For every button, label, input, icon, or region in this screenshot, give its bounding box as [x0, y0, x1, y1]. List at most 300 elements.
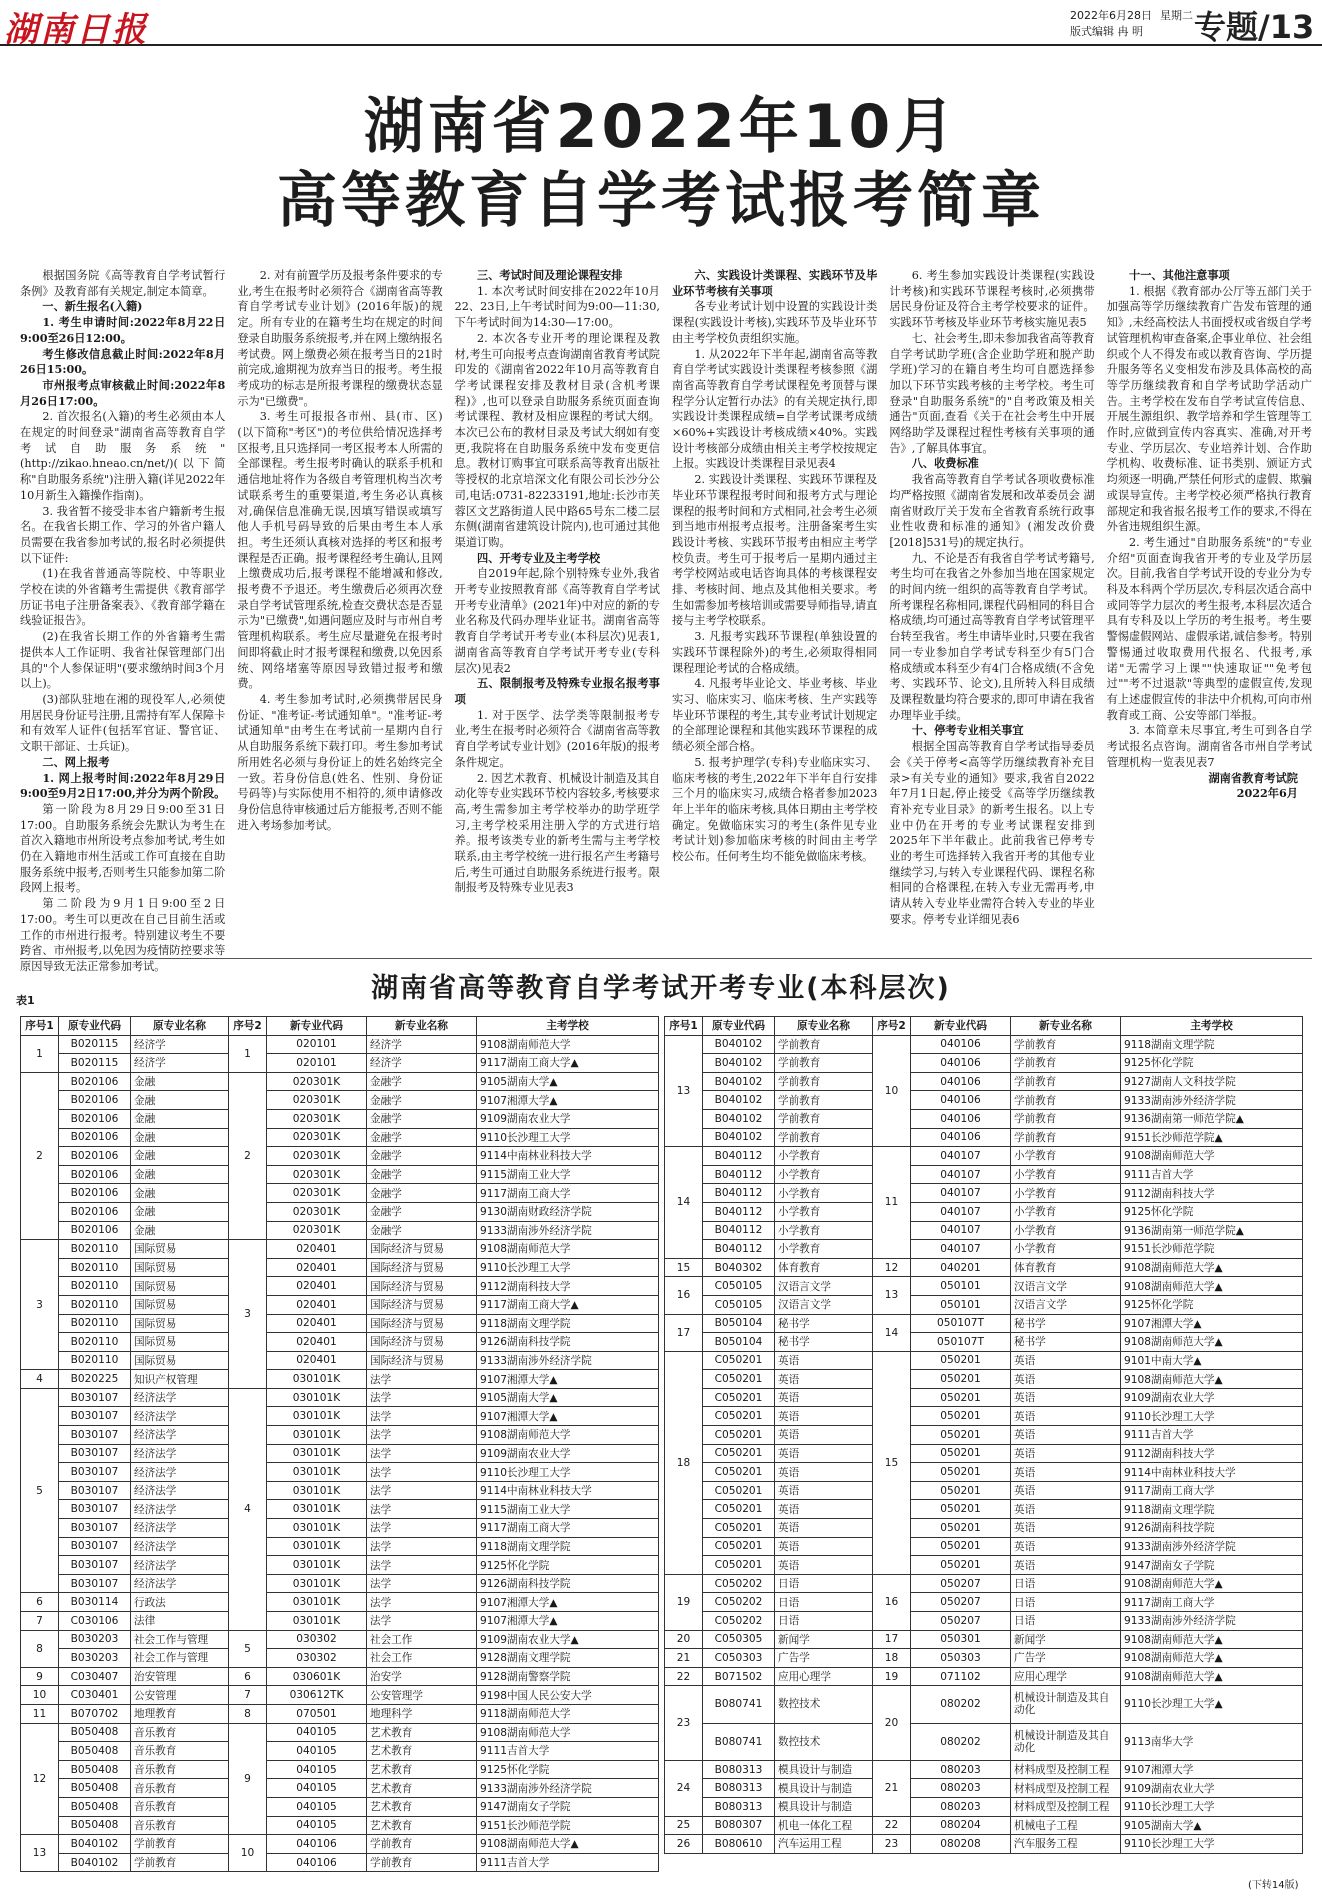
table-header-cell: 序号1 — [21, 1017, 59, 1036]
new-code-cell: 030302 — [267, 1630, 367, 1649]
school-cell: 9109湖南农业大学▲ — [477, 1630, 659, 1649]
new-seq-cell: 6 — [229, 1667, 267, 1686]
old-seq-cell: 3 — [21, 1240, 59, 1370]
paragraph: 2. 实践设计类课程、实践环节课程及毕业环节课程报考时间和报考方式与理论课程的报考时间和方式相同,社会考生必须到当地市州报考点报考。注册备案考生实践设计考核、实践环节报考由相应主考学校负责。考生可于报考后一星期内通过主考学校网站或电话咨询具体的考核课程安排、考核时间、地点及其他相关要求。考生如需参加考核培训或需要导师指导,请直接与主考学校联系。 — [671, 473, 878, 628]
old-code-cell: B030107 — [59, 1388, 131, 1407]
paragraph: 3. 我省暂不接受非本省户籍新考生报名。在我省长期工作、学习的外省户籍人员需要在我省参加考试的,报名时必须提供以下证件: — [20, 504, 226, 565]
new-code-cell: 020101 — [267, 1054, 367, 1073]
old-name-cell: 日语 — [775, 1593, 873, 1612]
table-row — [21, 1128, 659, 1147]
old-seq-cell: 6 — [21, 1593, 59, 1612]
old-code-cell: C050202 — [703, 1574, 775, 1593]
new-code-cell: 030101K — [267, 1537, 367, 1556]
old-seq-cell: 21 — [665, 1649, 703, 1668]
new-name-cell: 法学 — [367, 1426, 477, 1445]
paragraph: 第一阶段为8月29日9:00至31日17:00。自助服务系统会先默认为考生在首次入籍地市州所设考点参加考试,考生如仍在入籍地市州生活或工作可直接在自助服务系统中报考,否则考生只能参加第二阶段网上报考。 — [20, 802, 226, 895]
article-column-6 — [1107, 268, 1312, 954]
old-name-cell: 英语 — [775, 1351, 873, 1370]
old-name-cell: 模具设计与制造 — [775, 1760, 873, 1779]
old-name-cell: 地理教育 — [131, 1704, 229, 1723]
old-code-cell: B030114 — [59, 1593, 131, 1612]
new-code-cell: 030101K — [267, 1500, 367, 1519]
old-code-cell: B080313 — [703, 1760, 775, 1779]
old-name-cell: 学前教育 — [775, 1091, 873, 1110]
old-name-cell: 经济法学 — [131, 1426, 229, 1445]
old-code-cell: B040102 — [59, 1853, 131, 1872]
school-cell: 9107湘潭大学▲ — [477, 1407, 659, 1426]
new-code-cell: 020101 — [267, 1035, 367, 1054]
article-column-1 — [20, 268, 226, 973]
table-row — [21, 1797, 659, 1816]
paragraph: 3. 本简章未尽事宜,考生可到各自学考试报名点咨询。湖南省各市州自学考试管理机构一览表见表7 — [1106, 724, 1312, 769]
new-name-cell: 汉语言文学 — [1011, 1277, 1121, 1296]
school-cell: 9112湖南科技大学 — [477, 1277, 659, 1296]
new-name-cell: 英语 — [1011, 1388, 1121, 1407]
old-seq-cell: 11 — [21, 1704, 59, 1723]
old-name-cell: 英语 — [775, 1500, 873, 1519]
new-code-cell: 040106 — [267, 1853, 367, 1872]
section-heading: 一、新生报名(入籍) — [42, 299, 143, 314]
majors-table — [20, 1016, 659, 1872]
old-name-cell: 经济法学 — [131, 1537, 229, 1556]
new-name-cell: 新闻学 — [1011, 1630, 1121, 1649]
old-name-cell: 学前教育 — [775, 1072, 873, 1091]
old-name-cell: 经济学 — [131, 1054, 229, 1073]
old-code-cell: C050201 — [703, 1351, 775, 1370]
table-row — [665, 1240, 1303, 1259]
new-name-cell: 经济学 — [367, 1035, 477, 1054]
new-seq-cell: 14 — [873, 1314, 911, 1351]
new-name-cell: 国际经济与贸易 — [367, 1314, 477, 1333]
school-cell: 9108湖南师范大学▲ — [477, 1835, 659, 1854]
table-row — [21, 1500, 659, 1519]
majors-table-left — [20, 1016, 659, 1872]
old-code-cell: B050408 — [59, 1723, 131, 1742]
new-code-cell: 050107T — [911, 1333, 1011, 1352]
old-code-cell: B030107 — [59, 1519, 131, 1538]
old-code-cell: B080313 — [703, 1797, 775, 1816]
table-row — [665, 1444, 1303, 1463]
table-row — [665, 1649, 1303, 1668]
school-cell: 9112湖南科技大学 — [1121, 1444, 1303, 1463]
new-code-cell: 020301K — [267, 1109, 367, 1128]
table-header-cell: 原专业名称 — [131, 1017, 229, 1036]
signature-org: 湖南省教育考试院 — [1208, 770, 1298, 785]
table-row — [21, 1295, 659, 1314]
old-code-cell: B030107 — [59, 1481, 131, 1500]
school-cell: 9115湖南工业大学 — [477, 1165, 659, 1184]
school-cell: 9109湖南农业大学 — [477, 1444, 659, 1463]
old-code-cell: B050408 — [59, 1816, 131, 1835]
new-name-cell: 应用心理学 — [1011, 1667, 1121, 1686]
old-name-cell: 国际贸易 — [131, 1277, 229, 1296]
section-label — [1194, 2, 1314, 48]
old-code-cell: B050408 — [59, 1742, 131, 1761]
old-name-cell: 法律 — [131, 1612, 229, 1631]
new-name-cell: 金融学 — [367, 1128, 477, 1147]
school-cell: 9117湖南工商大学▲ — [477, 1295, 659, 1314]
school-cell: 9117湖南工商大学 — [477, 1184, 659, 1203]
old-code-cell: B020115 — [59, 1035, 131, 1054]
new-code-cell: 030101K — [267, 1612, 367, 1631]
old-name-cell: 秘书学 — [775, 1314, 873, 1333]
new-seq-cell: 22 — [873, 1816, 911, 1835]
table-row — [21, 1426, 659, 1445]
old-name-cell: 经济法学 — [131, 1481, 229, 1500]
table-row — [21, 1277, 659, 1296]
table-row — [21, 1835, 659, 1854]
school-cell: 9108湖南师范大学▲ — [1121, 1258, 1303, 1277]
old-seq-cell: 20 — [665, 1630, 703, 1649]
paragraph: 3. 考生可报报各市州、县(市、区)(以下简称"考区")的考位供给情况选择考区报考,且只选择同一考区报考本人所需的全部课程。考生报考时确认的联系手机和通信地址将作为各级自考管理机构当次考试联系考生的重要渠道,考生务必认真核对,确保信息准确无误,因填写错误或填写他人手机号码导致的后果由考生本人承担。考生还须认真核对选择的考区和报考课程是否正确。报考课程经考生确认,且网上缴费成功后,报考课程不能增减和修改,报考费不予退还。考生缴费后必须再次登录自学考试管理系统,检查交费状态是否显示为"已缴费",如遇问题应及时与市州自考管理机构联系。考生应尽量避免在报考时间即将截止时才报考课程和缴费,以免因系统、网络堵塞等原因导致错过报考和缴费。 — [237, 410, 443, 691]
new-code-cell: 020301K — [267, 1202, 367, 1221]
old-seq-cell: 23 — [665, 1686, 703, 1760]
section-heading: 二、网上报考 — [42, 754, 110, 769]
old-name-cell: 汉语言文学 — [775, 1295, 873, 1314]
new-code-cell: 030101K — [267, 1463, 367, 1482]
old-name-cell: 音乐教育 — [131, 1779, 229, 1798]
school-cell: 9125怀化学院 — [1121, 1054, 1303, 1073]
old-name-cell: 经济法学 — [131, 1519, 229, 1538]
new-name-cell: 学前教育 — [1011, 1035, 1121, 1054]
new-seq-cell: 10 — [229, 1835, 267, 1872]
new-code-cell: 030101K — [267, 1444, 367, 1463]
new-code-cell: 020301K — [267, 1072, 367, 1091]
new-name-cell: 社会工作 — [367, 1630, 477, 1649]
new-seq-cell: 9 — [229, 1723, 267, 1835]
section-heading: 十一、其他注意事项 — [1129, 268, 1230, 282]
new-code-cell: 050201 — [911, 1444, 1011, 1463]
new-seq-cell: 23 — [873, 1835, 911, 1854]
old-code-cell: B040112 — [703, 1221, 775, 1240]
paragraph: (3)部队驻地在湘的现役军人,必须使用居民身份证号注册,且需持有军人保障卡和有效军人证件(包括军官证、警官证、文职干部证、士兵证)。 — [20, 692, 226, 754]
new-code-cell: 040105 — [267, 1723, 367, 1742]
new-name-cell: 小学教育 — [1011, 1147, 1121, 1166]
new-code-cell: 020401 — [267, 1351, 367, 1370]
new-code-cell: 040106 — [911, 1091, 1011, 1110]
table-row — [665, 1593, 1303, 1612]
old-seq-cell: 18 — [665, 1351, 703, 1574]
old-name-cell: 汽车运用工程 — [775, 1835, 873, 1854]
school-cell: 9105湖南大学▲ — [1121, 1816, 1303, 1835]
table-row — [21, 1054, 659, 1073]
table-header-cell: 序号2 — [873, 1017, 911, 1036]
new-seq-cell: 17 — [873, 1630, 911, 1649]
school-cell: 9109湖南农业大学 — [477, 1109, 659, 1128]
school-cell: 9110长沙理工大学▲ — [1121, 1686, 1303, 1723]
new-code-cell: 040106 — [267, 1835, 367, 1854]
table-row — [21, 1704, 659, 1723]
new-name-cell: 小学教育 — [1011, 1240, 1121, 1259]
school-cell: 9110长沙理工大学 — [477, 1258, 659, 1277]
old-code-cell: B040102 — [703, 1091, 775, 1110]
article-column-5 — [889, 268, 1094, 954]
section-heading: 十、停考专业相关事宜 — [911, 723, 1024, 738]
old-code-cell: B020106 — [59, 1165, 131, 1184]
new-seq-cell: 4 — [229, 1388, 267, 1630]
table-header-cell: 原专业代码 — [703, 1017, 775, 1036]
section-name: 专题 — [1194, 8, 1259, 46]
issue-weekday: 星期二 — [1160, 9, 1193, 22]
new-code-cell: 050207 — [911, 1574, 1011, 1593]
old-name-cell: 经济法学 — [131, 1500, 229, 1519]
old-name-cell: 金融 — [131, 1109, 229, 1128]
school-cell: 9133湖南涉外经济学院 — [1121, 1537, 1303, 1556]
new-name-cell: 艺术教育 — [367, 1816, 477, 1835]
school-cell: 9126湖南科技学院 — [1121, 1519, 1303, 1538]
school-cell: 9125怀化学院 — [477, 1760, 659, 1779]
old-code-cell: B040102 — [703, 1109, 775, 1128]
section-divider — [20, 958, 1312, 959]
old-seq-cell: 8 — [21, 1630, 59, 1667]
table-header-cell: 原专业名称 — [775, 1017, 873, 1036]
old-code-cell: C050201 — [703, 1481, 775, 1500]
old-code-cell: B020110 — [59, 1314, 131, 1333]
school-cell: 9107湘潭大学 — [1121, 1760, 1303, 1779]
old-code-cell: B040102 — [703, 1054, 775, 1073]
old-name-cell: 英语 — [775, 1481, 873, 1500]
new-code-cell: 030101K — [267, 1519, 367, 1538]
new-name-cell: 艺术教育 — [367, 1742, 477, 1761]
old-name-cell: 行政法 — [131, 1593, 229, 1612]
page-title — [0, 90, 1322, 238]
section-heading: 五、限制报考及特殊专业报名报考事项 — [454, 676, 660, 706]
old-name-cell: 应用心理学 — [775, 1667, 873, 1686]
paragraph: 各专业考试计划中设置的实践设计类课程(实践设计考核),实践环节及毕业环节由主考学校负责组织实施。 — [671, 300, 878, 345]
new-code-cell: 040105 — [267, 1816, 367, 1835]
old-name-cell: 国际贸易 — [131, 1240, 229, 1259]
school-cell: 9105湖南大学▲ — [477, 1388, 659, 1407]
table-row — [665, 1035, 1303, 1054]
new-name-cell: 机械电子工程 — [1011, 1816, 1121, 1835]
new-name-cell: 机械设计制造及其自动化 — [1011, 1723, 1121, 1760]
table-row — [21, 1853, 659, 1872]
table-row — [21, 1481, 659, 1500]
new-seq-cell: 21 — [873, 1760, 911, 1816]
new-name-cell: 法学 — [367, 1537, 477, 1556]
table-header-cell: 主考学校 — [477, 1017, 659, 1036]
paragraph: 1. 网上报考时间:2022年8月29日9:00至9月2日17:00,并分为两个阶段。 — [20, 770, 226, 801]
old-code-cell: C050201 — [703, 1407, 775, 1426]
old-name-cell: 小学教育 — [775, 1147, 873, 1166]
table-row — [21, 1686, 659, 1705]
old-name-cell: 音乐教育 — [131, 1723, 229, 1742]
school-cell: 9110长沙理工大学 — [1121, 1407, 1303, 1426]
table-row — [21, 1537, 659, 1556]
old-name-cell: 小学教育 — [775, 1221, 873, 1240]
table-row — [665, 1779, 1303, 1798]
new-name-cell: 法学 — [367, 1519, 477, 1538]
new-name-cell: 法学 — [367, 1500, 477, 1519]
new-code-cell: 020401 — [267, 1295, 367, 1314]
old-code-cell: B030107 — [59, 1537, 131, 1556]
old-code-cell: B020106 — [59, 1147, 131, 1166]
new-name-cell: 汽车服务工程 — [1011, 1835, 1121, 1854]
new-name-cell: 国际经济与贸易 — [367, 1277, 477, 1296]
table-row — [21, 1519, 659, 1538]
school-cell: 9118湖南师范大学 — [477, 1704, 659, 1723]
new-seq-cell: 15 — [873, 1351, 911, 1574]
article-column-4 — [672, 268, 877, 954]
new-code-cell: 050201 — [911, 1370, 1011, 1389]
old-name-cell: 学前教育 — [775, 1035, 873, 1054]
old-name-cell: 金融 — [131, 1147, 229, 1166]
title-line-2: 高等教育自学考试报考简章 — [277, 166, 1045, 236]
old-code-cell: B040112 — [703, 1147, 775, 1166]
school-cell: 9147湖南女子学院 — [477, 1797, 659, 1816]
table-row — [665, 1091, 1303, 1110]
new-seq-cell: 3 — [229, 1240, 267, 1389]
old-code-cell: B040112 — [703, 1165, 775, 1184]
old-name-cell: 金融 — [131, 1091, 229, 1110]
new-name-cell: 经济学 — [367, 1054, 477, 1073]
old-code-cell: C030407 — [59, 1667, 131, 1686]
paragraph: 1. 本次考试时间安排在2022年10月22、23日,上午考试时间为9:00—11:30,下午考试时间为14:30—17:00。 — [454, 284, 660, 330]
new-code-cell: 040107 — [911, 1147, 1011, 1166]
new-name-cell: 公安管理学 — [367, 1686, 477, 1705]
table-row — [665, 1426, 1303, 1445]
table-row — [21, 1109, 659, 1128]
old-code-cell: B030107 — [59, 1574, 131, 1593]
new-code-cell: 030101K — [267, 1388, 367, 1407]
old-code-cell: C050201 — [703, 1388, 775, 1407]
new-name-cell: 小学教育 — [1011, 1184, 1121, 1203]
new-name-cell: 艺术教育 — [367, 1779, 477, 1798]
table-row — [21, 1723, 659, 1742]
paragraph: 1. 对于医学、法学类等限制报考专业,考生在报考时必须符合《湖南省高等教育自学考试专业计划》(2016年版)的报考条件规定。 — [454, 708, 660, 769]
old-seq-cell: 9 — [21, 1667, 59, 1686]
old-code-cell: B080741 — [703, 1723, 775, 1760]
old-name-cell: 新闻学 — [775, 1630, 873, 1649]
new-name-cell: 机械设计制造及其自动化 — [1011, 1686, 1121, 1723]
new-code-cell: 040106 — [911, 1109, 1011, 1128]
new-code-cell: 040105 — [267, 1797, 367, 1816]
table-row — [21, 1184, 659, 1203]
new-code-cell: 030101K — [267, 1426, 367, 1445]
old-code-cell: B030107 — [59, 1556, 131, 1575]
old-name-cell: 英语 — [775, 1519, 873, 1538]
table-row — [21, 1407, 659, 1426]
section-heading: 三、考试时间及理论课程安排 — [477, 268, 623, 282]
table-row — [21, 1463, 659, 1482]
old-name-cell: 金融 — [131, 1128, 229, 1147]
table-row — [21, 1072, 659, 1091]
new-name-cell: 艺术教育 — [367, 1760, 477, 1779]
new-code-cell: 080203 — [911, 1779, 1011, 1798]
new-seq-cell: 12 — [873, 1258, 911, 1277]
new-code-cell: 020401 — [267, 1314, 367, 1333]
table-row — [665, 1184, 1303, 1203]
new-code-cell: 020401 — [267, 1277, 367, 1296]
new-code-cell: 030101K — [267, 1556, 367, 1575]
school-cell: 9133湖南涉外经济学院 — [1121, 1612, 1303, 1631]
old-name-cell: 模具设计与制造 — [775, 1797, 873, 1816]
old-seq-cell: 10 — [21, 1686, 59, 1705]
school-cell: 9108湖南师范大学▲ — [1121, 1370, 1303, 1389]
table-row — [665, 1574, 1303, 1593]
table-row — [21, 1091, 659, 1110]
new-name-cell: 英语 — [1011, 1556, 1121, 1575]
old-code-cell: C050105 — [703, 1277, 775, 1296]
old-name-cell: 经济法学 — [131, 1574, 229, 1593]
new-code-cell: 050201 — [911, 1537, 1011, 1556]
old-seq-cell: 24 — [665, 1760, 703, 1816]
new-code-cell: 040105 — [267, 1760, 367, 1779]
old-name-cell: 小学教育 — [775, 1165, 873, 1184]
new-code-cell: 050207 — [911, 1593, 1011, 1612]
old-code-cell: B020106 — [59, 1202, 131, 1221]
old-name-cell: 小学教育 — [775, 1184, 873, 1203]
new-seq-cell: 10 — [873, 1035, 911, 1147]
new-code-cell: 040105 — [267, 1742, 367, 1761]
new-code-cell: 030101K — [267, 1593, 367, 1612]
old-seq-cell: 13 — [21, 1835, 59, 1872]
old-code-cell: C050201 — [703, 1426, 775, 1445]
old-name-cell: 数控技术 — [775, 1686, 873, 1723]
paragraph: 我省高等教育自学考试各项收费标准均严格按照《湖南省发展和改革委员会 湖南省财政厅关于发布全省教育系统行政事业性收费和标准的通知》(湘发改价费[2018]531号)的规定执行。 — [889, 473, 1095, 549]
new-code-cell: 050201 — [911, 1463, 1011, 1482]
new-name-cell: 材料成型及控制工程 — [1011, 1797, 1121, 1816]
table-row — [21, 1351, 659, 1370]
school-cell: 9125怀化学院 — [1121, 1202, 1303, 1221]
new-name-cell: 日语 — [1011, 1612, 1121, 1631]
school-cell: 9107湘潭大学▲ — [1121, 1314, 1303, 1333]
school-cell: 9110长沙理工大学 — [477, 1128, 659, 1147]
paragraph: 2. 因艺术教育、机械设计制造及其自动化等专业实践环节校内容较多,考核要求高,考生需参加主考学校举办的助学班学习,主考学校采用注册入学的方式进行培养。报考该类专业的新考生需与主考学校联系,由主考学校统一进行报名产生考籍号后,考生可通过自助服务系统进行报考。限制报考及特殊专业见表3 — [454, 771, 660, 895]
school-cell: 9111吉首大学 — [477, 1853, 659, 1872]
school-cell: 9130湖南财政经济学院 — [477, 1202, 659, 1221]
old-code-cell: B080610 — [703, 1835, 775, 1854]
majors-table — [664, 1016, 1303, 1854]
old-code-cell: B020110 — [59, 1277, 131, 1296]
old-name-cell: 小学教育 — [775, 1240, 873, 1259]
new-name-cell: 法学 — [367, 1593, 477, 1612]
table-row — [665, 1333, 1303, 1352]
school-cell: 9108湖南师范大学▲ — [1121, 1333, 1303, 1352]
school-cell: 9114中南林业科技大学 — [1121, 1463, 1303, 1482]
table-row — [21, 1667, 659, 1686]
school-cell: 9110长沙理工大学 — [1121, 1835, 1303, 1854]
old-seq-cell: 15 — [665, 1258, 703, 1277]
old-code-cell: C030401 — [59, 1686, 131, 1705]
school-cell: 9109湖南农业大学 — [1121, 1779, 1303, 1798]
old-name-cell: 经济法学 — [131, 1388, 229, 1407]
new-name-cell: 英语 — [1011, 1426, 1121, 1445]
old-code-cell: C030106 — [59, 1612, 131, 1631]
school-cell: 9136湖南第一师范学院▲ — [1121, 1221, 1303, 1240]
school-cell: 9126湖南科技学院 — [477, 1574, 659, 1593]
old-name-cell: 数控技术 — [775, 1723, 873, 1760]
old-name-cell: 社会工作与管理 — [131, 1649, 229, 1668]
school-cell: 9111吉首大学 — [1121, 1426, 1303, 1445]
old-name-cell: 体育教育 — [775, 1258, 873, 1277]
section-heading: 六、实践设计类课程、实践环节及毕业环节考核有关事项 — [671, 268, 878, 298]
new-code-cell: 050101 — [911, 1295, 1011, 1314]
new-name-cell: 英语 — [1011, 1444, 1121, 1463]
old-name-cell: 英语 — [775, 1426, 873, 1445]
old-name-cell: 国际贸易 — [131, 1295, 229, 1314]
old-code-cell: C050305 — [703, 1630, 775, 1649]
table-row — [21, 1612, 659, 1631]
new-name-cell: 秘书学 — [1011, 1333, 1121, 1352]
new-code-cell: 050201 — [911, 1481, 1011, 1500]
paragraph: 自2019年起,除个别特殊专业外,我省开考专业按照教育部《高等教育自学考试开考专业清单》(2021年)中对应的新的专业名称及代码办理毕业证书。湖南省高等教育自学考试开考专业(本科层次)见表1,湖南省高等教育自学考试开考专业(专科层次)见表2 — [454, 567, 660, 675]
new-name-cell: 小学教育 — [1011, 1221, 1121, 1240]
paragraph: 1. 从2022年下半年起,湖南省高等教育自学考试实践设计类课程考核参照《湖南省高等教育自学考试课程免考顶替与课程学分认定暂行办法》的有关规定执行,即实践设计类课程成绩=自学考试课考成绩×60%+实践设计考核成绩×40%。实践设计考核部分成绩由相关主考学校按规定上报。实践设计类课程目录见表4 — [671, 347, 878, 471]
old-code-cell: B040112 — [703, 1240, 775, 1259]
new-name-cell: 治安学 — [367, 1667, 477, 1686]
new-name-cell: 法学 — [367, 1370, 477, 1389]
